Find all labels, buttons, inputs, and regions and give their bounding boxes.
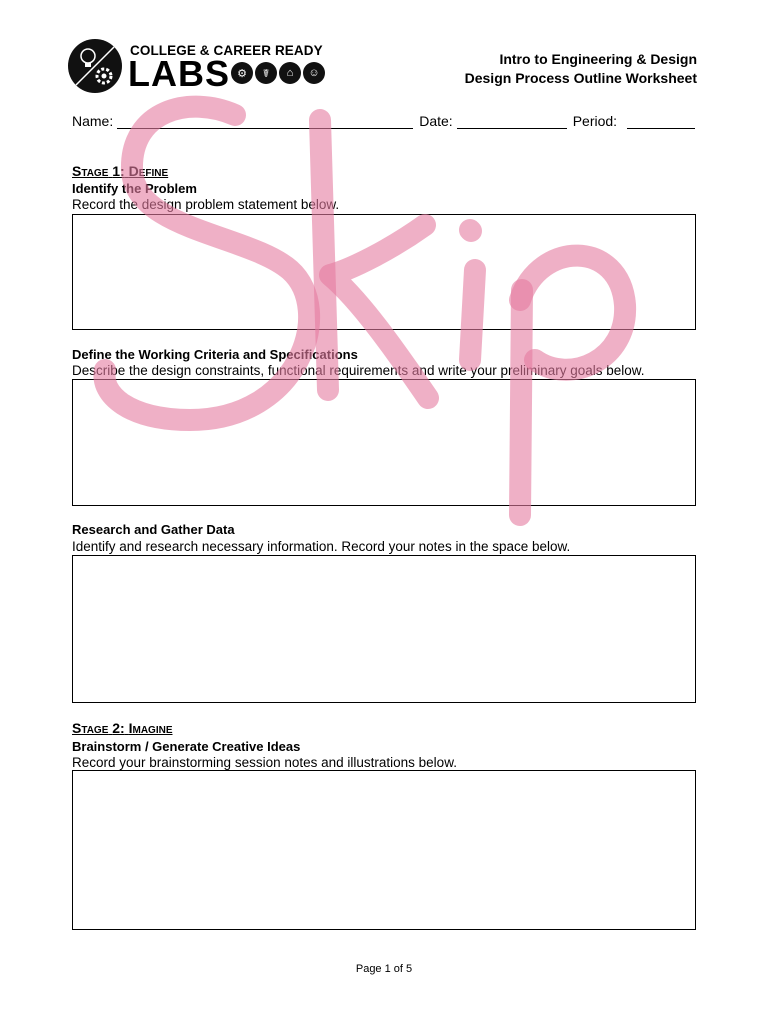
logo [68, 38, 330, 96]
period-label: Period: [572, 113, 618, 129]
student-info-row [72, 112, 701, 129]
worksheet-title: Design Process Outline Worksheet [464, 70, 697, 86]
stage-1-title: Stage 1: Define [72, 163, 169, 179]
problem-statement-box[interactable] [72, 214, 696, 330]
section-instruction-brainstorm: Record your brainstorming session notes and illustrations below. [72, 755, 457, 770]
period-field[interactable] [627, 112, 695, 129]
page-number: Page 1 of 5 [355, 963, 413, 975]
people-icon: ☺ [303, 62, 325, 84]
logo-icons [231, 62, 325, 88]
logo-line-1: COLLEGE & CAREER READY [130, 43, 323, 58]
section-instruction-criteria: Describe the design constraints, functional requirements and write your preliminary goals below. [72, 363, 645, 378]
stage-2-title: Stage 2: Imagine [72, 720, 173, 736]
section-heading-identify-problem: Identify the Problem [72, 181, 197, 196]
gear-icon: ⚙ [231, 62, 253, 84]
date-field[interactable] [457, 112, 567, 129]
brainstorm-box[interactable] [72, 770, 696, 930]
house-icon: ⌂ [279, 62, 301, 84]
logo-emblem-icon [68, 39, 122, 93]
logo-line-2: LABS [128, 53, 230, 94]
section-instruction-identify-problem: Record the design problem statement below. [72, 197, 340, 212]
name-label: Name: [72, 113, 114, 129]
section-heading-brainstorm: Brainstorm / Generate Creative Ideas [72, 739, 301, 754]
section-instruction-research: Identify and research necessary information. Record your notes in the space below. [72, 539, 571, 554]
course-title: Intro to Engineering & Design [499, 51, 697, 67]
date-label: Date: [419, 113, 453, 129]
section-heading-criteria: Define the Working Criteria and Specifications [72, 347, 358, 362]
caduceus-icon: ☤ [255, 62, 277, 84]
name-field[interactable] [117, 112, 413, 129]
research-notes-box[interactable] [72, 555, 696, 703]
section-heading-research: Research and Gather Data [72, 522, 235, 537]
criteria-box[interactable] [72, 379, 696, 506]
